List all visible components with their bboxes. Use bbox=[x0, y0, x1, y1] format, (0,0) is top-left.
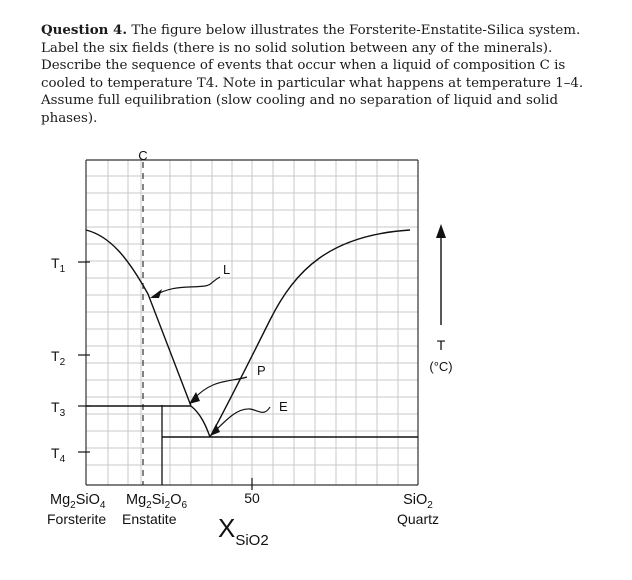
label-t3: $T_3$ bbox=[51, 399, 66, 419]
enstatite-formula: $Mg_2Si_2O_6$ bbox=[126, 492, 188, 511]
quartz-name: Quartz bbox=[396, 511, 440, 527]
composition-c-label: C bbox=[138, 148, 148, 163]
label-t1: $T_1$ bbox=[51, 255, 66, 275]
tick-50-label: 50 bbox=[244, 490, 260, 506]
label-e: E bbox=[279, 399, 288, 414]
label-t2: $T_2$ bbox=[51, 348, 66, 368]
temperature-axis-unit: (°C) bbox=[429, 359, 453, 374]
temperature-arrow-head bbox=[436, 224, 446, 238]
label-l: L bbox=[223, 262, 231, 277]
question-number: Question 4. bbox=[41, 22, 128, 38]
temperature-labels bbox=[51, 255, 90, 465]
peritectic-step-curve bbox=[191, 406, 210, 437]
grid bbox=[86, 160, 418, 485]
question-body: The figure below illustrates the Forsterite-Enstatite-Silica system. Label the six fields (there is no solid solution between any of the minerals). Describe the sequence of events that occur when a liquid of composition C is cooled to temperature T4. Note in particular what happens at temperature 1–4. Assume full equilibration (slow cooling and no separation of liquid and solid phases). bbox=[41, 23, 584, 126]
label-p: P bbox=[257, 363, 266, 378]
x-axis-label: $X_{SiO2}$ bbox=[218, 513, 269, 549]
forsterite-name: Forsterite bbox=[47, 511, 107, 527]
temperature-axis-label: T bbox=[436, 337, 446, 353]
sio2-formula: SiO$_2$ bbox=[403, 492, 433, 511]
forsterite-formula: $Mg_2SiO_4$ bbox=[50, 492, 106, 511]
enstatite-name: Enstatite bbox=[122, 511, 177, 527]
label-t4: $T_4$ bbox=[51, 445, 66, 465]
